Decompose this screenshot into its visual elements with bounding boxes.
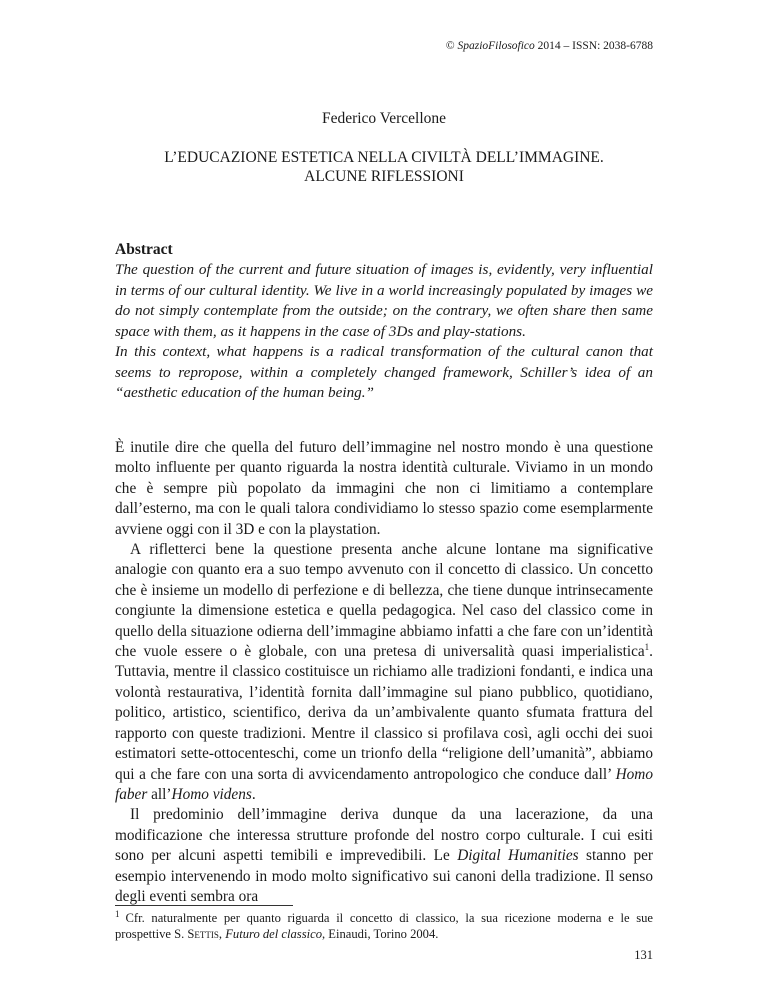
footnote-text: Cfr. naturalmente per quanto riguarda il concetto di classico, la sua ricezione moderna e le sue prospettive S.	[115, 911, 653, 941]
footnote-divider	[115, 905, 293, 906]
running-header	[446, 40, 653, 52]
abstract-paragraph-2: In this context, what happens is a radical transformation of the cultural canon that seems to repropose, within a completely changed framework, Schiller’s idea of an “aesthetic education of the human being.”	[115, 343, 653, 401]
body-text: A rifletterci bene la questione presenta anche alcune lontane ma significative analogie con quanto era a suo tempo avvenuto con il concetto di classico. Un concetto che è insieme un modello di perfezione e di bellezza, che tiene dunque intrinsecamente congiunte la dimensione estetica e quella pedagogica. Nel caso del classico come in quello della situazione odierna dell’immagine abbiamo infatti a che fare con un’identità che vuole essere o è globale, con una pretesa di universalità quasi imperialistica	[115, 541, 653, 661]
body-paragraph-1: È inutile dire che quella del futuro dell’immagine nel nostro mondo è una questione molto influente per quanto riguarda la nostra identità culturale. Viviamo in un mondo che è sempre più popolato da immagini che non ci limitiamo a contemplare dall’esterno, ma con le quali talora condividiamo lo stesso spazio come esemplarmente avviene oggi con il 3D e con la playstation.	[115, 439, 653, 538]
emphasis-text: Homo faber	[115, 765, 653, 803]
article-body	[115, 438, 653, 907]
body-text: all’	[147, 785, 172, 803]
abstract-paragraph-1: The question of the current and future situation of images is, evidently, very influential in terms of our cultural identity. We live in a world increasingly populated by images we do not simply contemplate from the outside; on the contrary, we often share then same space with them, as it happens in the case of 3Ds and play-stations.	[115, 261, 653, 340]
footnote-text: , Einaudi, Torino 2004.	[322, 927, 439, 941]
body-text: stanno per esempio intervenendo in modo molto significativo sui canoni della tradizione. Il senso degli eventi sembra ora	[115, 847, 653, 905]
emphasis-text: Digital Humanities	[457, 847, 579, 865]
article-title	[115, 148, 653, 186]
footnote-number: 1	[115, 908, 120, 919]
document-page	[115, 0, 653, 994]
footnote-book-title: Futuro del classico	[225, 927, 322, 941]
body-text: . Tuttavia, mentre il classico costituisce un richiamo alle tradizioni fondanti, e indica una volontà restaurativa, l’identità fornita dall’immagine sul piano pubblico, quotidiano, politico, artistico, scientifico, deriva da un’ambivalente quanto sfumata frattura del rapporto con queste tradizioni. Mentre il classico si profilava così, agli occhi dei suoi estimatori sette-ottocenteschi, come un trionfo della “religione dell’umanità”, abbiamo qui a che fare con una sorta di avvicendamento antropologico che conduce dall’	[115, 643, 653, 783]
footnote	[115, 910, 653, 942]
body-paragraph-2	[115, 540, 653, 805]
emphasis-text: Homo videns	[171, 785, 252, 803]
copyright-symbol: ©	[445, 40, 455, 52]
author-name: Federico Vercellone	[321, 110, 447, 127]
footnote-author: Settis	[187, 927, 219, 941]
title-line-2: ALCUNE RIFLESSIONI	[304, 168, 464, 185]
body-paragraph-3	[115, 805, 653, 907]
title-line-1: L’EDUCAZIONE ESTETICA NELLA CIVILTÀ DELL’IMMAGINE.	[164, 149, 604, 166]
page-number: 131	[634, 948, 653, 962]
journal-name: SpazioFilosofico	[457, 40, 535, 52]
abstract-heading: Abstract	[115, 241, 173, 258]
body-text: Il predominio dell’immagine deriva dunque da una lacerazione, da una modificazione che interessa strutture profonde del nostro corpo culturale. I cui esiti sono per alcuni aspetti temibili e imprevedibili. Le	[115, 806, 653, 865]
body-text: .	[251, 785, 256, 803]
abstract-section	[115, 240, 653, 404]
footnote-reference[interactable]: 1	[644, 641, 650, 652]
footnote-text: ,	[218, 927, 226, 941]
issn-text: 2014 – ISSN: 2038-6788	[537, 40, 653, 52]
